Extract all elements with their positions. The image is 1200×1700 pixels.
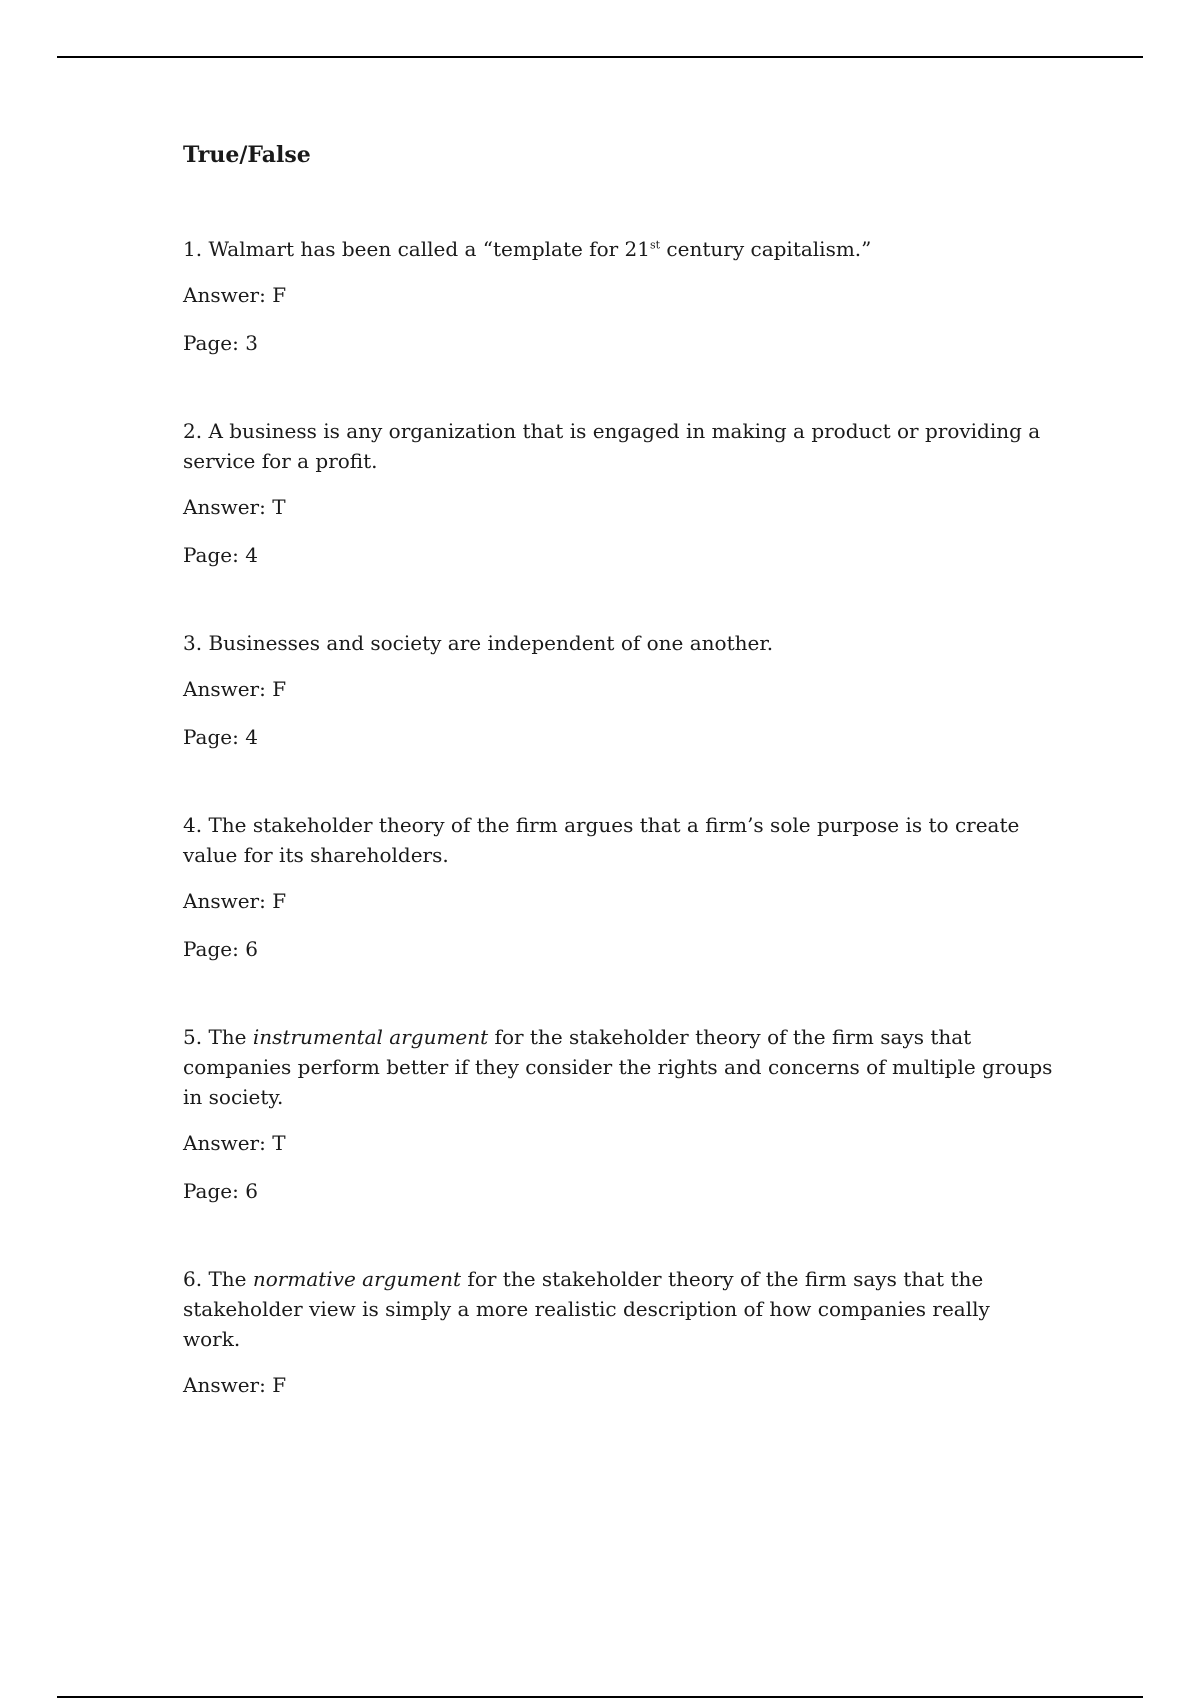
answer-line: Answer: F bbox=[183, 283, 287, 307]
question-item bbox=[183, 1022, 1053, 1206]
question-number: 6. bbox=[183, 1267, 203, 1291]
answer-line: Answer: F bbox=[183, 677, 287, 701]
emphasized-term: normative argument bbox=[252, 1267, 462, 1291]
emphasized-term: instrumental argument bbox=[252, 1025, 489, 1049]
question-text bbox=[183, 416, 1053, 476]
question-text-part: A business is any organization that is engaged in making a product or providing a service for a profit. bbox=[183, 419, 1041, 473]
answer-line: Answer: T bbox=[183, 495, 286, 519]
question-text-part: The bbox=[208, 1025, 253, 1049]
question-text bbox=[183, 628, 1053, 658]
question-text-part: Walmart has been called a “template for 21 bbox=[208, 237, 650, 261]
question-item bbox=[183, 628, 1053, 752]
question-number: 5. bbox=[183, 1025, 203, 1049]
question-text-part: for the stakeholder theory of the firm says that the stakeholder view is simply a more realistic description of how companies really work. bbox=[183, 1267, 990, 1351]
question-item bbox=[183, 1264, 1053, 1400]
question-number: 1. bbox=[183, 237, 203, 261]
question-text-part: for the stakeholder theory of the firm says that companies perform better if they consider the rights and concerns of multiple groups in society. bbox=[183, 1025, 1053, 1109]
question-number: 3. bbox=[183, 631, 203, 655]
page-line: Page: 3 bbox=[183, 331, 258, 355]
page-line: Page: 6 bbox=[183, 1179, 258, 1203]
question-text bbox=[183, 1264, 1053, 1354]
bottom-rule bbox=[57, 1696, 1143, 1698]
superscript: st bbox=[650, 238, 661, 252]
question-text-part: century capitalism.” bbox=[660, 237, 872, 261]
answer-line: Answer: F bbox=[183, 1373, 287, 1397]
page-line: Page: 4 bbox=[183, 725, 258, 749]
document-body bbox=[183, 140, 1053, 1400]
question-item bbox=[183, 234, 1053, 358]
question-number: 4. bbox=[183, 813, 203, 837]
question-item bbox=[183, 810, 1053, 964]
question-text bbox=[183, 810, 1053, 870]
question-text-part: Businesses and society are independent of one another. bbox=[208, 631, 774, 655]
answer-line: Answer: F bbox=[183, 889, 287, 913]
question-text bbox=[183, 234, 1053, 264]
page-line: Page: 4 bbox=[183, 543, 258, 567]
question-text-part: The bbox=[208, 1267, 253, 1291]
question-text bbox=[183, 1022, 1053, 1112]
top-rule bbox=[57, 56, 1143, 58]
question-text-part: The stakeholder theory of the firm argues that a firm’s sole purpose is to create value for its shareholders. bbox=[183, 813, 1020, 867]
answer-line: Answer: T bbox=[183, 1131, 286, 1155]
question-item bbox=[183, 416, 1053, 570]
page-line: Page: 6 bbox=[183, 937, 258, 961]
section-title: True/False bbox=[183, 142, 311, 168]
question-number: 2. bbox=[183, 419, 203, 443]
